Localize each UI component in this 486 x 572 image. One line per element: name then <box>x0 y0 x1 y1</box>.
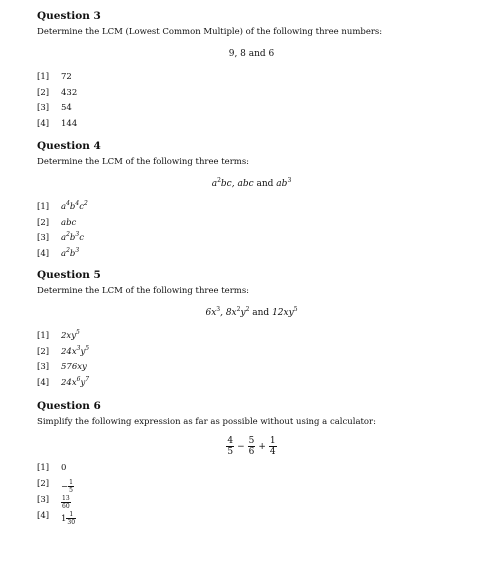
fraction-1: $\frac{4}{5}$ <box>227 436 234 457</box>
question-title: Question 5 <box>37 269 101 281</box>
option-1[interactable]: [1] 72 <box>37 72 72 82</box>
question-prompt: Determine the LCM (Lowest Common Multiple) of the following three numbers: <box>37 27 383 37</box>
option-1[interactable]: [1] 0 <box>37 463 67 473</box>
question-expression: $\frac{4}{5}$ − $\frac{5}{6}$ + $\frac{1}{4}$ <box>227 436 276 457</box>
question-4 <box>37 140 466 264</box>
option-2[interactable]: [2] 432 <box>37 87 78 98</box>
options-list <box>37 331 466 393</box>
fraction-2: $\frac{5}{6}$ <box>248 436 255 457</box>
question-expression: $6x^3$, $8x^2y^2$ and $12xy^5$ <box>205 306 298 318</box>
question-6 <box>37 400 466 527</box>
options-list <box>37 202 466 264</box>
fraction-3: $\frac{1}{4}$ <box>269 436 276 457</box>
option-1[interactable]: [1] $a^4b^4c^2$ <box>37 200 88 212</box>
options-list <box>37 463 466 527</box>
question-3 <box>37 10 466 134</box>
option-4[interactable]: [4] $a^2b^3$ <box>37 246 80 259</box>
option-3[interactable]: [3] $\frac{13}{60}$ <box>37 495 70 510</box>
question-prompt: Determine the LCM of the following three terms: <box>37 286 250 296</box>
question-expression: $a^2bc$, abc and $ab^3$ <box>211 177 292 189</box>
question-title: Question 4 <box>37 140 101 152</box>
question-title: Question 6 <box>37 400 101 412</box>
option-4[interactable]: [4] 144 <box>37 118 78 129</box>
option-3[interactable]: [3] 576xy <box>37 362 87 372</box>
option-3[interactable]: [3] $a^2b^3c$ <box>37 231 84 243</box>
question-prompt: Simplify the following expression as far as possible without using a calculator: <box>37 417 376 427</box>
options-list <box>37 72 466 134</box>
question-prompt: Determine the LCM of the following three terms: <box>37 157 250 167</box>
option-3[interactable]: [3] 54 <box>37 103 72 113</box>
question-title: Question 3 <box>37 10 101 22</box>
option-2[interactable]: [2] − $\frac{1}{5}$ <box>37 479 73 494</box>
option-2[interactable]: [2] abc <box>37 217 77 228</box>
option-2[interactable]: [2] $24x^3y^5$ <box>37 344 90 357</box>
question-expression: 9, 8 and 6 <box>228 49 275 59</box>
option-4[interactable]: [4] 1 $\frac{1}{30}$ <box>37 511 76 526</box>
option-1[interactable]: [1] $2xy^5$ <box>37 329 80 341</box>
option-4[interactable]: [4] $24x^6y^7$ <box>37 375 90 388</box>
question-5 <box>37 269 466 393</box>
